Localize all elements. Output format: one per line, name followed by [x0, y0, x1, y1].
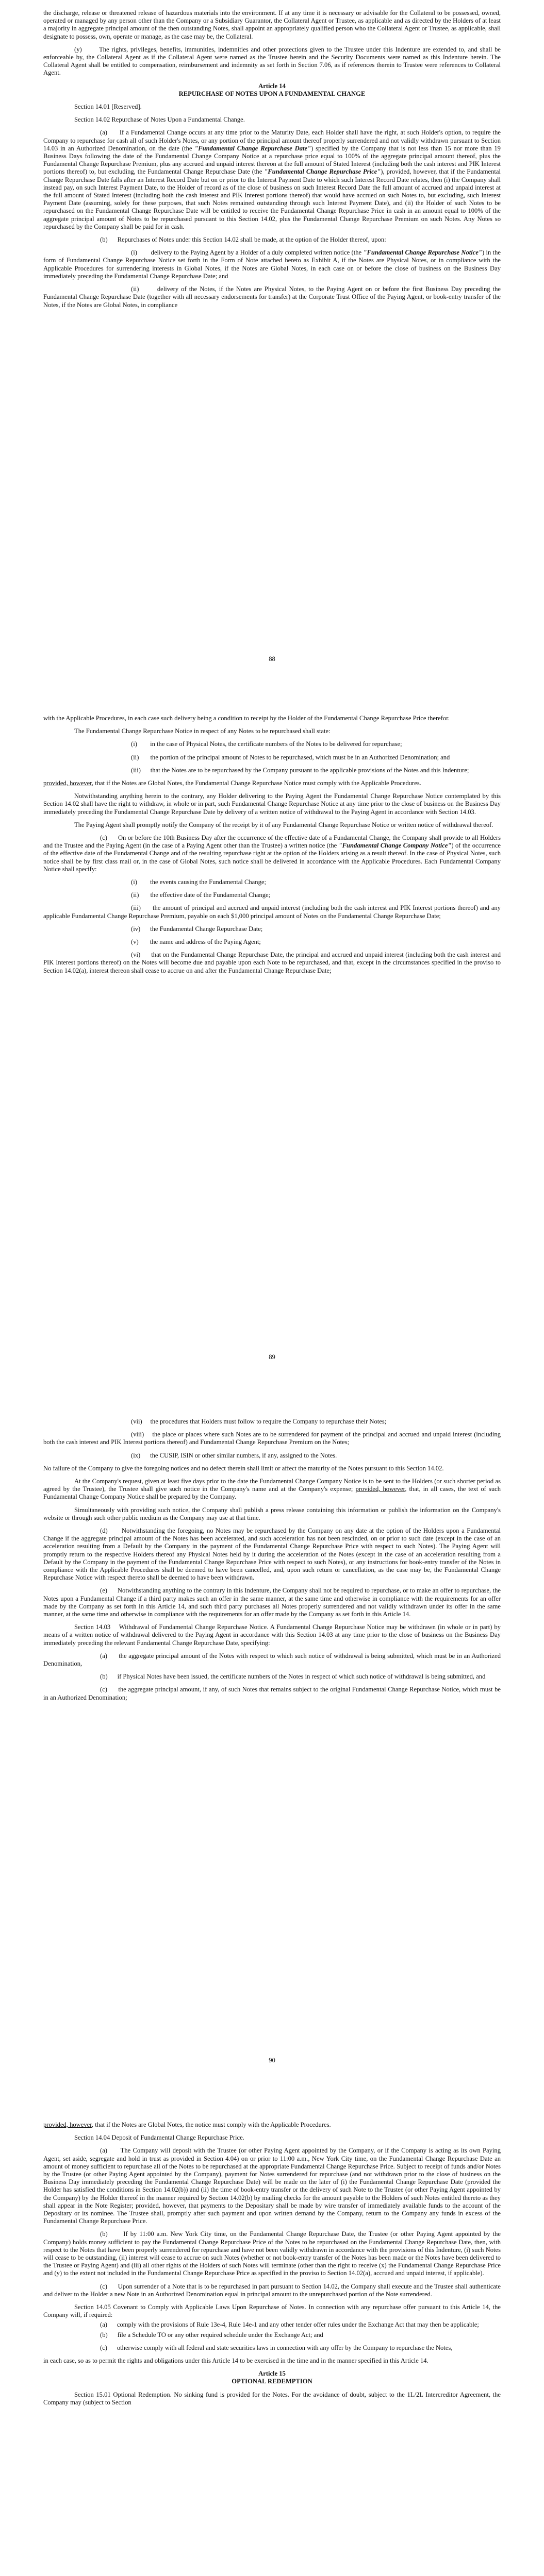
article-14-subtitle: REPURCHASE OF NOTES UPON A FUNDAMENTAL CHANGE [178, 90, 366, 97]
state-item-iii: (iii) that the Notes are to be repurchased by the Company pursuant to the applicable provisions of the Notes and this Indenture; [131, 766, 469, 774]
notice-item-iv: (iv) the Fundamental Change Repurchase Date; [131, 925, 263, 933]
para-y: (y) The rights, privileges, benefits, immunities, indemnities and other protections given to the Trustee under this Indenture are extended to, and shall be enforceable by, the Collateral Agent as if the Collateral Agent were named as the Trustee herein and the Security Documents were named as this Indenture herein. The Collateral Agent shall be entitled to compensation, reimbursement and indemnity as set forth in Section 7.06, as if references therein to Trustee were references to Collateral Agent. [43, 45, 501, 77]
para-14-02-b: (b) Repurchases of Notes under this Section 14.02 shall be made, at the option of the Holder thereof, upon: [100, 236, 386, 244]
withdrawal-item-b: (b) if Physical Notes have been issued, the certificate numbers of the Notes in respect of which such notice of withdrawal is being submitted, and [100, 1673, 486, 1681]
notice-item-iii: (iii) the amount of principal and accrued and unpaid interest (including both the cash interest and PIK Interest portions thereof) and any applicable Fundamental Change Repurchase Premium, payable on each $1,000 principal amount of Notes on the Fundamental Change Repurchase Date; [43, 904, 501, 920]
para-14-02-e: (e) Notwithstanding anything to the contrary in this Indenture, the Company shall not be required to repurchase, or to make an offer to repurchase, the Notes upon a Fundamental Change if a third party makes such an offer in the same manner, at the same time and otherwise in compliance with the requirements for an offer made by the Company as set forth in this Article 14, and such third party purchases all Notes properly surrendered and not validly withdrawn under its offer in the same manner, at the same time and otherwise in compliance with the requirements for an offer made by the Company as set forth in this Article 14. [43, 1587, 501, 1618]
page-number: 90 [269, 2057, 275, 2064]
comply-item-a: (a) comply with the provisions of Rule 13e-4, Rule 14e-1 and any other tender offer rules under the Exchange Act that may then be applicable; [100, 2321, 479, 2329]
company-request: At the Company's request, given at least five days prior to the date the Fundamental Change Company Notice is to be sent to the Holders (or such shorter period as agreed by the Trustee), the Trustee shall give such notice in the Company's name and at the Company's expense; provided, however, that, in all cases, the text of such Fundamental Change Company Notice shall be prepared by the Company. [43, 1478, 501, 1501]
withdrawal-item-a: (a) the aggregate principal amount of the Notes with respect to which such notice of withdrawal is being submitted, which must be in an Authorized Denomination, [43, 1652, 501, 1668]
withdrawal-right: Notwithstanding anything herein to the contrary, any Holder delivering to the Paying Agent the Fundamental Change Repurchase Notice contemplated by this Section 14.02 shall have the right to withdraw, in whole or in part, such Fundamental Change Repurchase Notice at any time prior to the close of business on the Business Day immediately preceding the Fundamental Change Repurchase Date by delivery of a written notice of withdrawal to the Paying Agent in accordance with Section 14.03. [43, 792, 501, 816]
section-15-01: Section 15.01 Optional Redemption. No sinking fund is provided for the Notes. For the avoidance of doubt, subject to the 1L/2L Intercreditor Agreement, the Company may (subject to Section [43, 2391, 501, 2406]
proviso-global-withdrawal: provided, however, that if the Notes are Global Notes, the notice must comply with the Applicable Procedures. [43, 2121, 331, 2128]
deposit-item-c: (c) Upon surrender of a Note that is to be repurchased in part pursuant to Section 14.02, the Company shall execute and the Trustee shall authenticate and deliver to the Holder a new Note in an Authorized Denomination equal in principal amount to the unrepurchased portion of the Note surrendered. [43, 2282, 501, 2298]
section-14-05: Section 14.05 Covenant to Comply with Applicable Laws Upon Repurchase of Notes. In connection with any repurchase offer pursuant to this Article 14, the Company will, if required: [43, 2303, 501, 2319]
state-item-i: (i) in the case of Physical Notes, the certificate numbers of the Notes to be delivered for repurchase; [131, 740, 402, 748]
notice-item-v: (v) the name and address of the Paying Agent; [131, 938, 261, 946]
para-14-02-d: (d) Notwithstanding the foregoing, no Notes may be repurchased by the Company on any date at the option of the Holders upon a Fundamental Change if the aggregate principal amount of the Notes has been accelerated, and such acceleration has not been rescinded, on or prior to such date (except in the case of an acceleration resulting from a Default by the Company in the payment of the Fundamental Change Repurchase Price with respect to such Notes). The Paying Agent will promptly return to the respective Holders thereof any Physical Notes held by it during the acceleration of the Notes (except in the case of an acceleration resulting from a Default by the Company in the payment of the Fundamental Change Repurchase Price with respect to such Notes), or any instructions for book-entry transfer of the Notes in compliance with the Applicable Procedures shall be deemed to have been cancelled, and, upon such return or cancellation, as the case may be, the Fundamental Change Repurchase Notice with respect thereto shall be deemed to have been withdrawn. [43, 1527, 501, 1582]
article-15-subtitle: OPTIONAL REDEMPTION [232, 2378, 312, 2385]
notice-item-ii: (ii) the effective date of the Fundamental Change; [131, 891, 271, 899]
para-14-02-b-ii: (ii) delivery of the Notes, if the Notes are Physical Notes, to the Paying Agent on or before the first Business Day preceding the Fundamental Change Repurchase Date (together with all necessary endorsements for transfer) at the Corporate Trust Office of the Paying Agent, or book-entry transfer of the Notes, if the Notes are Global Notes, in compliance [43, 285, 501, 309]
notice-failure: No failure of the Company to give the foregoing notices and no defect therein shall limit or affect the maturity of the Notes pursuant to this Section 14.02. [43, 1464, 444, 1472]
closing-text: in each case, so as to permit the rights and obligations under this Article 14 to be exercised in the time and in the manner specified in this Article 14. [43, 2357, 428, 2365]
notice-item-i: (i) the events causing the Fundamental Change; [131, 878, 266, 886]
withdrawal-item-c: (c) the aggregate principal amount, if any, of such Notes that remains subject to the original Fundamental Change Repurchase Notice, which must be in an Authorized Denomination; [43, 1686, 501, 1701]
section-14-01: Section 14.01 [Reserved]. [74, 103, 142, 111]
section-14-04-heading: Section 14.04 Deposit of Fundamental Change Repurchase Price. [74, 2134, 244, 2142]
notice-item-ix: (ix) the CUSIP, ISIN or other similar numbers, if any, assigned to the Notes. [131, 1451, 337, 1459]
article-14-title: Article 14 [258, 82, 286, 90]
intro-paragraph: the discharge, release or threatened release of hazardous materials into the environment. If at any time it is necessary or advisable for the Collateral to be possessed, owned, operated or managed by any person other than the Company or a Subsidiary Guarantor, the Collateral Agent or Trustee, as applicable and as directed by the Holders of at least a majority in aggregate principal amount of the then outstanding Notes, shall appoint an appropriately qualified person who the Collateral Agent or Trustee, as applicable, shall designate to possess, own, operate or manage, as the case may be, the Collateral. [43, 9, 501, 40]
article-15-title: Article 15 [258, 2370, 286, 2378]
notice-state-intro: The Fundamental Change Repurchase Notice in respect of any Notes to be repurchased shall state: [74, 727, 331, 735]
comply-item-c: (c) otherwise comply with all federal and state securities laws in connection with any offer by the Company to repurchase the Notes, [100, 2344, 453, 2351]
deposit-item-b: (b) If by 11:00 a.m. New York City time, on the Fundamental Change Repurchase Date, the Trustee (or other Paying Agent appointed by the Company) holds money sufficient to pay the Fundamental Change Repurchase Price of the Notes to be repurchased on the Fundamental Change Repurchase Date, then, with respect to the Notes that have been properly surrendered for repurchase and have not been validly withdrawn in accordance with the provisions of this Indenture, (i) such Notes will cease to be outstanding, (ii) interest will cease to accrue on such Notes (whether or not book-entry transfer of the Notes has been made or the Notes have been delivered to the Trustee or Paying Agent) and (iii) all other rights of the Holders of such Notes will terminate (other than the right to receive (x) the Fundamental Change Repurchase Price and (y) to the extent not included in the Fundamental Change Repurchase Price as specified in the proviso to Section 14.02(a), accrued and unpaid interest, if applicable). [43, 2230, 501, 2277]
page-number: 89 [269, 1353, 275, 1361]
notice-item-viii: (viii) the place or places where such Notes are to be surrendered for payment of the principal and accrued and unpaid interest (including both the cash interest and PIK Interest portions thereof) and Fundamental Change Repurchase Premium on the Notes; [43, 1431, 501, 1446]
para-14-02-b-i: (i) delivery to the Paying Agent by a Holder of a duly completed written notice (the "Fundamental Change Repurchase Notice") in the form of Fundamental Change Repurchase Notice set forth in the Form of Note attached hereto as Exhibit A, if the Notes are Physical Notes, or in compliance with the Applicable Procedures for surrendering interests in Global Notes, if the Notes are Global Notes, in each case on or before the close of business on the Business Day immediately preceding the Fundamental Change Repurchase Date; and [43, 249, 501, 280]
comply-item-b: (b) file a Schedule TO or any other required schedule under the Exchange Act; and [100, 2331, 323, 2338]
continuation-text: with the Applicable Procedures, in each case such delivery being a condition to receipt by the Holder of the Fundamental Change Repurchase Price therefor. [43, 715, 450, 722]
deposit-item-a: (a) The Company will deposit with the Trustee (or other Paying Agent appointed by the Company, or if the Company is acting as its own Paying Agent, set aside, segregate and hold in trust as provided in Section 4.04) on or prior to 11:00 a.m., New York City time, on the Fundamental Change Repurchase Date an amount of money sufficient to repurchase all of the Notes to be repurchased at the appropriate Fundamental Change Repurchase Price. Subject to receipt of funds and/or Notes by the Trustee (or other Paying Agent appointed by the Company), payment for Notes surrendered for repurchase (and not withdrawn prior to the close of business on the Business Day immediately preceding the Fundamental Change Repurchase Date) will be made on the later of (i) the Fundamental Change Repurchase Date (provided the Holder has satisfied the conditions in Section 14.02(b)) and (ii) the time of book-entry transfer or the delivery of such Note to the Trustee (or other Paying Agent appointed by the Company) by the Holder thereof in the manner required by Section 14.02(b) by mailing checks for the amount payable to the Holders of such Notes entitled thereto as they shall appear in the Note Register; provided, however, that payments to the Depositary shall be made by wire transfer of immediately available funds to the account of the Depositary or its nominee. The Trustee shall, promptly after such payment and upon written demand by the Company, return to the Company any funds in excess of the Fundamental Change Repurchase Price. [43, 2147, 501, 2225]
para-14-02-a: (a) If a Fundamental Change occurs at any time prior to the Maturity Date, each Holder shall have the right, at such Holder's option, to require the Company to repurchase for cash all of such Holder's Notes, or any portion of the principal amount thereof properly surrendered and not validly withdrawn pursuant to Section 14.03 in an Authorized Denomination, on the date (the "Fundamental Change Repurchase Date") specified by the Company that is not less than 15 nor more than 19 Business Days following the date of the Fundamental Change Company Notice at a repurchase price equal to 100% of the aggregate principal amount thereof, plus the Fundamental Change Repurchase Premium, plus any accrued and unpaid interest thereon at the full amount of Stated Interest (including both the cash interest and PIK Interest portions thereof) to, but excluding, the Fundamental Change Repurchase Date (the "Fundamental Change Repurchase Price"), provided, however, that if the Fundamental Change Repurchase Date falls after an Interest Record Date but on or prior to the Interest Payment Date to which such Interest Record Date relates, then (i) the Company shall instead pay, on such Interest Payment Date, to the Holder of record as of the close of business on such Interest Record Date the full amount of accrued and unpaid interest at the full amount of Stated Interest (including both the cash interest and PIK Interest portions thereof) that would have accrued on such Notes to, but excluding, such Interest Payment Date (assuming, solely for these purposes, that such Notes remained outstanding through such Interest Payment Date), and (ii) the Holder of such Notes to be repurchased on the Fundamental Change Repurchase Date will be entitled to receive the Fundamental Change Repurchase Price in cash in an amount equal to 100% of the aggregate principal amount of Notes to be repurchased pursuant to this Section 14.02, plus the Fundamental Change Repurchase Premium on such Notes. Any Notes so repurchased by the Company shall be paid for in cash. [43, 129, 501, 230]
section-14-03: Section 14.03 Withdrawal of Fundamental Change Repurchase Notice. A Fundamental Change Repurchase Notice may be withdrawn (in whole or in part) by means of a written notice of withdrawal delivered to the Paying Agent in accordance with this Section 14.03 at any time prior to the close of business on the Business Day immediately preceding the relevant Fundamental Change Repurchase Date, specifying: [43, 1623, 501, 1647]
notice-item-vii: (vii) the procedures that Holders must follow to require the Company to repurchase their Notes; [131, 1418, 387, 1425]
state-item-ii: (ii) the portion of the principal amount of Notes to be repurchased, which must be in an Authorized Denomination; and [131, 753, 450, 761]
paying-agent-notify: The Paying Agent shall promptly notify the Company of the receipt by it of any Fundamental Change Repurchase Notice or written notice of withdrawal thereof. [74, 821, 493, 828]
proviso-global-notes: provided, however, that if the Notes are Global Notes, the Fundamental Change Repurchase Notice must comply with the Applicable Procedures. [43, 779, 421, 787]
page-number: 88 [269, 655, 275, 663]
section-14-02-heading: Section 14.02 Repurchase of Notes Upon a Fundamental Change. [74, 116, 245, 124]
press-release: Simultaneously with providing such notice, the Company shall publish a press release containing this information or publish the information on the Company's website or through such other public medium as the Company may use at that time. [43, 1506, 501, 1521]
para-14-02-c: (c) On or before the 10th Business Day after the occurrence of the effective date of a Fundamental Change, the Company shall provide to all Holders and the Trustee and the Paying Agent (in the case of a Paying Agent other than the Trustee) a written notice (the "Fundamental Change Company Notice") of the occurrence of the effective date of the Fundamental Change and of the resulting repurchase right at the option of the Holders arising as a result thereof. In the case of Physical Notes, such notice shall be by first class mail or, in the case of Global Notes, such notice shall be delivered in accordance with the Applicable Procedures. Each Fundamental Company Notice shall specify: [43, 834, 501, 873]
notice-item-vi: (vi) that on the Fundamental Change Repurchase Date, the principal and accrued and unpaid interest (including both the cash interest and PIK Interest portions thereof) on the Notes will become due and payable upon each Note to be repurchased, and that, except in the circumstances specified in the proviso to Section 14.02(a), interest thereon shall cease to accrue on and after the Fundamental Change Repurchase Date; [43, 951, 501, 974]
